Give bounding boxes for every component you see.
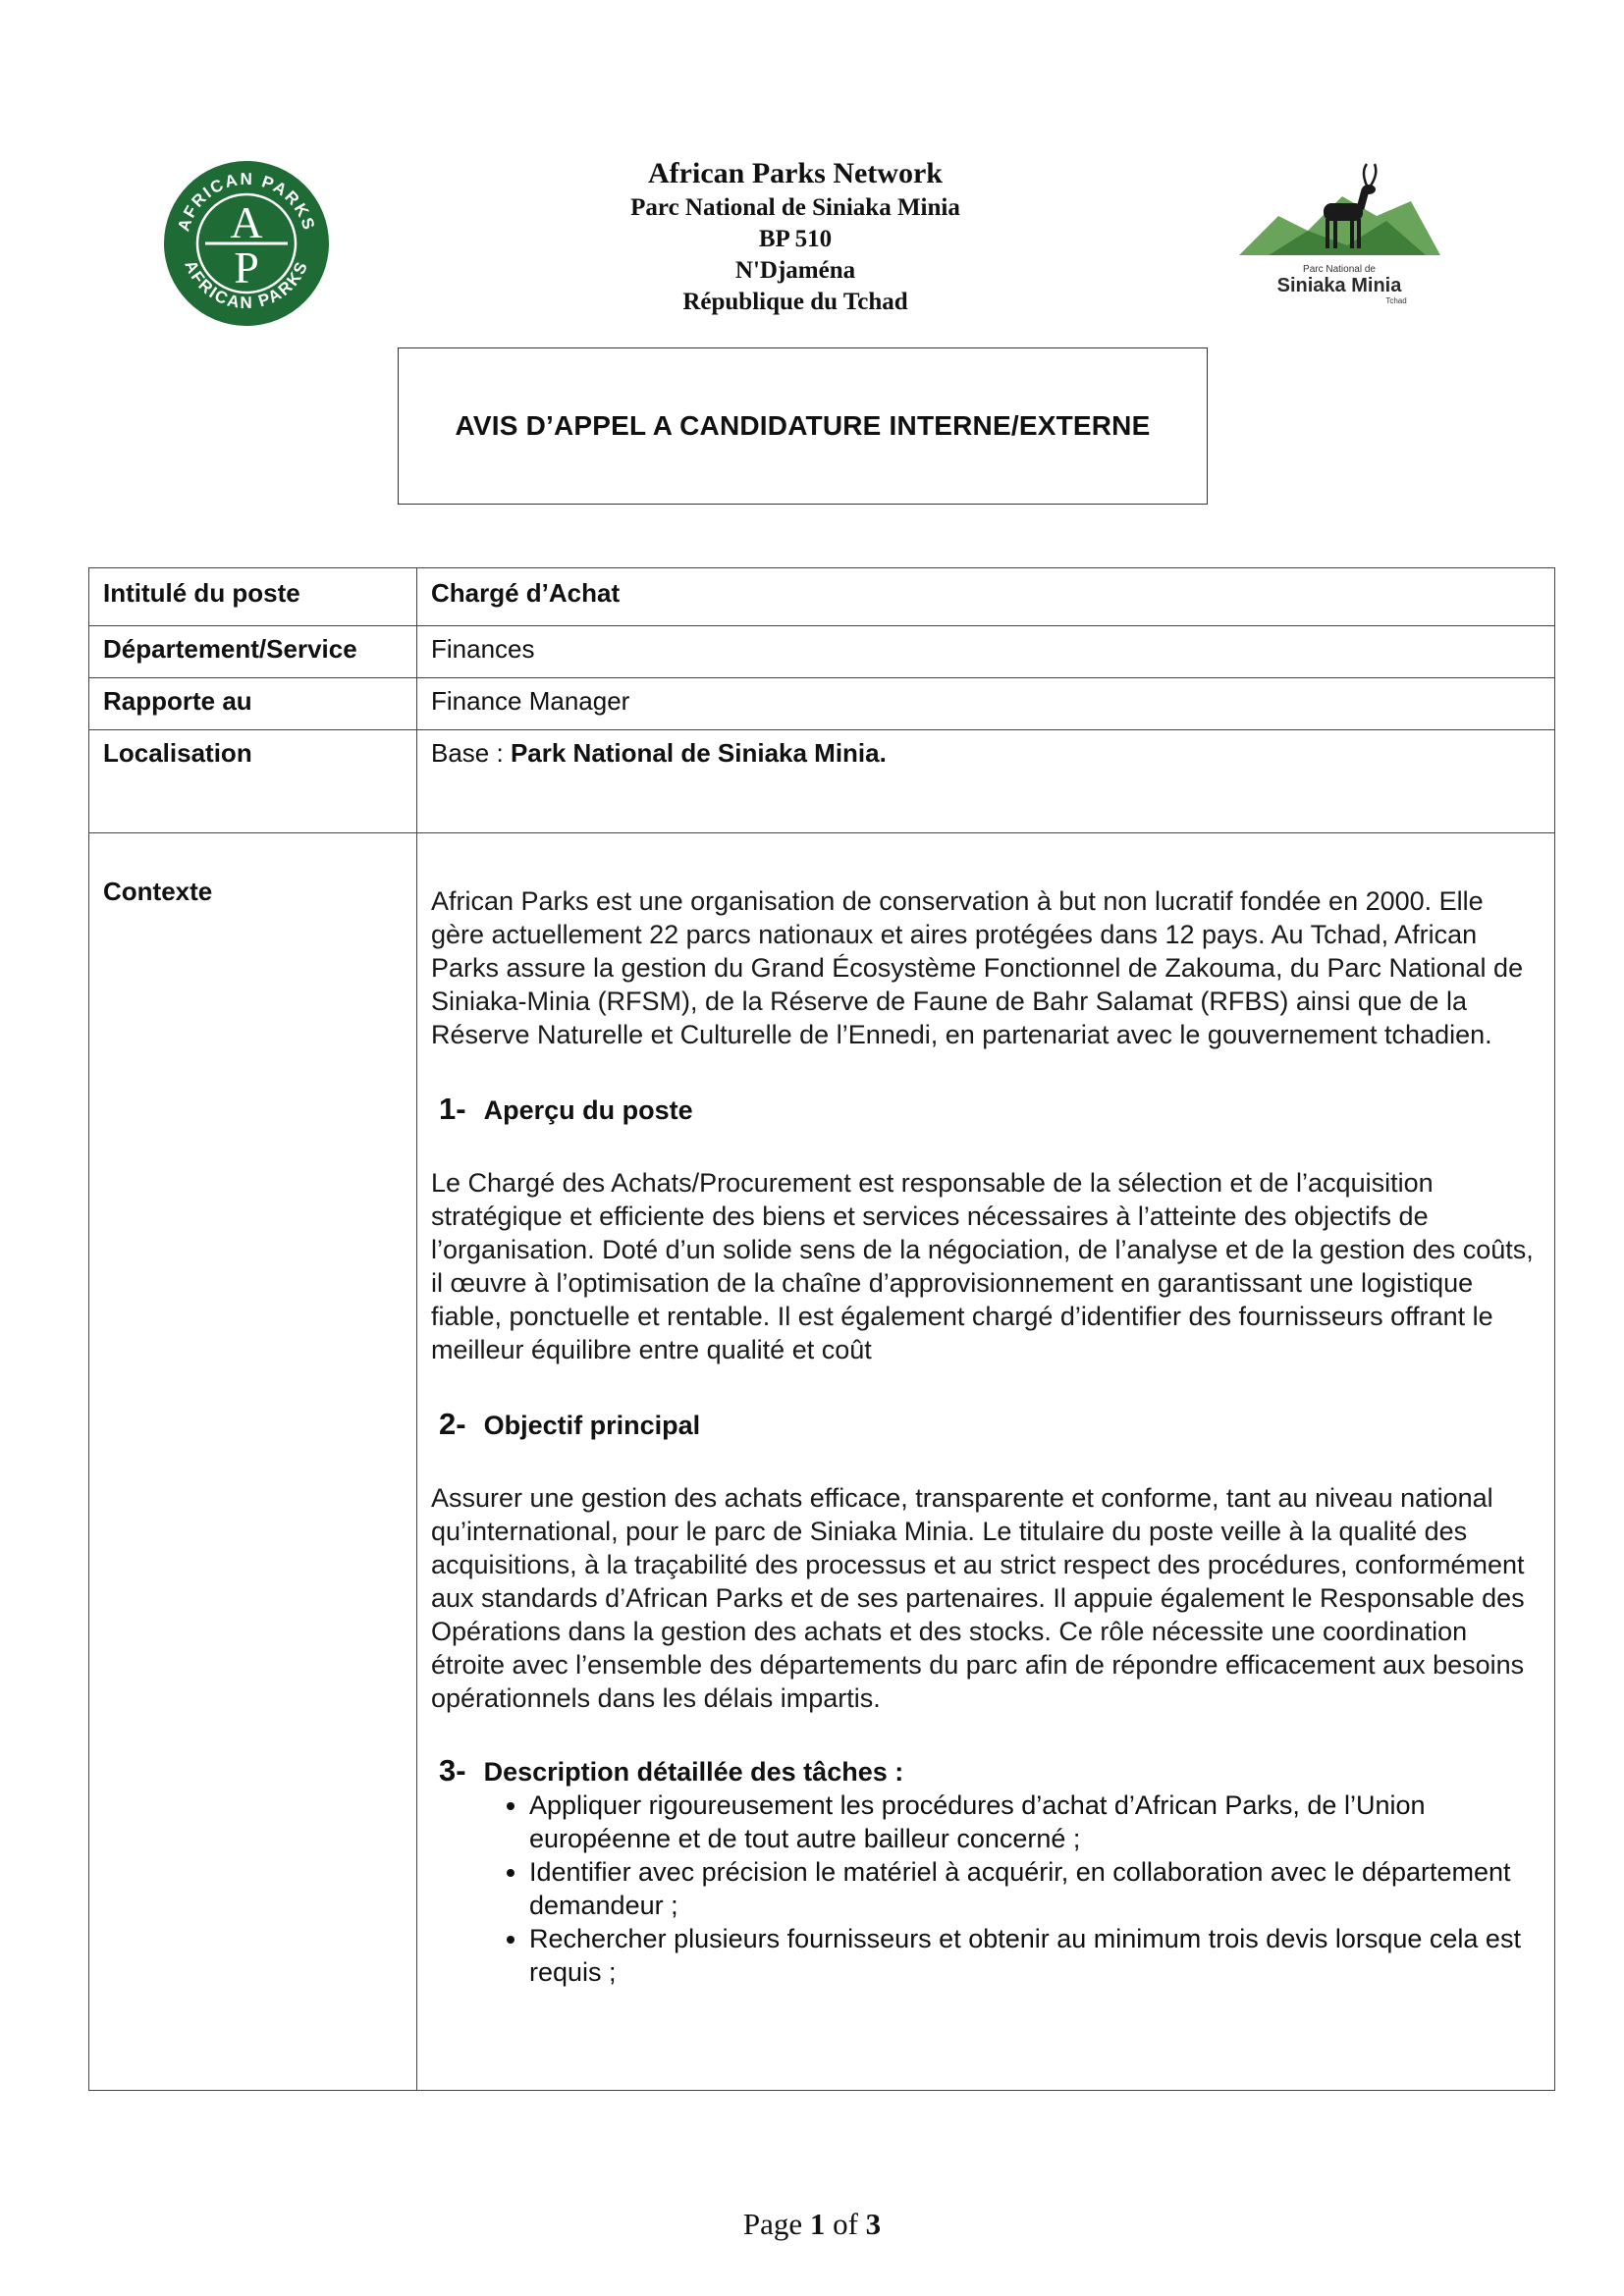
total-pages: 3 bbox=[865, 2207, 882, 2241]
department-label: Département/Service bbox=[103, 634, 357, 664]
page-footer bbox=[0, 2207, 1624, 2242]
job-details-table bbox=[88, 567, 1555, 2091]
city: N'Djaména bbox=[734, 257, 856, 284]
country: République du Tchad bbox=[682, 289, 908, 315]
location-value: Park National de Siniaka Minia. bbox=[510, 738, 887, 768]
current-page: 1 bbox=[809, 2207, 826, 2241]
org-name: African Parks Network bbox=[648, 157, 943, 189]
section-text-overview: Le Chargé des Achats/Procurement est responsable de la sélection et de l’acquisition stratégique et efficiente des biens et services nécessaires à l’atteinte des objectifs de l’organisation. Doté d’un solide sens de la négociation, de l’analyse et de la gestion des coûts, il œuvre à l’optimisation de la chaîne d’approvisionnement en garantissant une logistique fiable, ponctuelle et rentable. Il est également chargé d’identifier des fournisseurs offrant le meilleur équilibre entre qualité et coût bbox=[431, 1168, 1534, 1364]
logo-right-country: Tchad bbox=[1385, 296, 1407, 305]
siniaka-minia-logo bbox=[1239, 162, 1440, 309]
department-value: Finances bbox=[431, 634, 535, 664]
list-item: • Appliquer rigoureusement les procédures d’achat d’African Parks, de l’Union européenne et de tout autre bailleur concerné ; bbox=[529, 1789, 1539, 1855]
park-name: Parc National de Siniaka Minia bbox=[630, 194, 960, 221]
logo-left-text-bottom: AFRICAN PARKS bbox=[181, 257, 312, 313]
section-heading-objective bbox=[439, 1408, 1539, 1442]
reports-to-label: Rapporte au bbox=[103, 686, 252, 716]
section-title: Objectif principal bbox=[483, 1411, 701, 1440]
section-number: 2- bbox=[439, 1407, 466, 1441]
section-title: Aperçu du poste bbox=[483, 1095, 693, 1125]
context-content bbox=[417, 833, 1554, 1989]
logo-letter-a: A bbox=[230, 197, 263, 247]
location-label: Localisation bbox=[103, 738, 252, 768]
list-item: • Rechercher plusieurs fournisseurs et obtenir au minimum trois devis lorsque cela est requis ; bbox=[529, 1922, 1539, 1989]
african-parks-logo bbox=[162, 159, 331, 328]
table-row bbox=[89, 626, 1555, 678]
of-word: of bbox=[833, 2207, 858, 2241]
notice-title-box bbox=[398, 347, 1208, 505]
table-row bbox=[89, 730, 1555, 833]
list-item: • Identifier avec précision le matériel à acquérir, en collaboration avec le département demandeur ; bbox=[529, 1855, 1539, 1922]
context-intro: African Parks est une organisation de conservation à but non lucratif fondée en 2000. Elle gère actuellement 22 parcs nationaux et aires protégées dans 12 pays. Au Tchad, African Parks assure la gestion du Grand Écosystème Fonctionnel de Zakouma, du Parc National de Siniaka-Minia (RFSM), de la Réserve de Faune de Bahr Salamat (RFBS) ainsi que de la Réserve Naturelle et Culturelle de l’Ennedi, en partenariat avec le gouvernement tchadien. bbox=[431, 886, 1524, 1049]
po-box: BP 510 bbox=[758, 226, 833, 252]
section-heading-tasks bbox=[439, 1754, 1539, 1789]
logo-left-text-top: AFRICAN PARKS bbox=[174, 169, 319, 234]
organisation-header bbox=[550, 155, 1041, 318]
logo-right-small-text: Parc National de bbox=[1303, 264, 1376, 275]
reports-to-value: Finance Manager bbox=[431, 686, 630, 716]
logo-right-name: Siniaka Minia bbox=[1276, 275, 1402, 296]
task-list bbox=[431, 1789, 1539, 1989]
job-title-value: Chargé d’Achat bbox=[431, 578, 621, 608]
section-number: 1- bbox=[439, 1092, 466, 1126]
table-row bbox=[89, 678, 1555, 730]
section-heading-overview bbox=[439, 1093, 1539, 1127]
context-label: Contexte bbox=[103, 877, 213, 906]
section-text-objective: Assurer une gestion des achats efficace, transparente et conforme, tant au niveau national qu’international, pour le parc de Siniaka Minia. Le titulaire du poste veille à la qualité des acquisitions, à la traçabilité des processus et au strict respect des procédures, conformément aux standards d’African Parks et de ses partenaires. Il appuie également le Responsable des Opérations dans la gestion des achats et des stocks. Ce rôle nécessite une coordination étroite avec l’ensemble des départements du parc afin de répondre efficacement aux besoins opérationnels dans les délais impartis. bbox=[431, 1483, 1525, 1713]
location-prefix: Base : bbox=[431, 738, 511, 768]
page-word: Page bbox=[742, 2207, 803, 2241]
logo-letter-p: P bbox=[234, 242, 259, 293]
section-title: Description détaillée des tâches : bbox=[483, 1757, 904, 1787]
table-row bbox=[89, 833, 1555, 2091]
job-title-label: Intitulé du poste bbox=[103, 578, 300, 608]
table-row bbox=[89, 568, 1555, 626]
section-number: 3- bbox=[439, 1753, 466, 1788]
notice-title: AVIS D’APPEL A CANDIDATURE INTERNE/EXTERNE bbox=[455, 410, 1151, 441]
location-value-cell bbox=[417, 730, 1554, 770]
